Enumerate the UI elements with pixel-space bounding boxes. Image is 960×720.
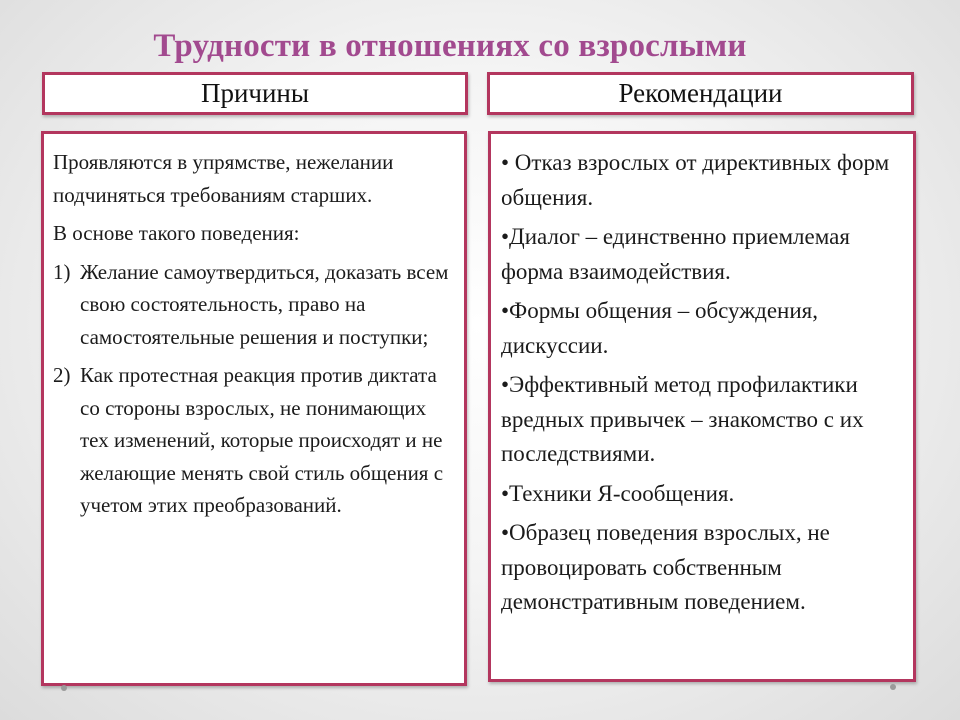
recommendations-box	[488, 131, 916, 682]
cause-item-number: 1)	[53, 259, 71, 284]
decorative-dot-icon	[890, 684, 896, 690]
causes-header	[42, 72, 468, 115]
cause-item	[53, 256, 456, 354]
recommendation-item: •Техники Я-сообщения.	[501, 480, 735, 506]
cause-item-text: Желание самоутвердиться, доказать всем свою состоятельность, право на самостоятельные решения и поступки;	[80, 259, 449, 349]
causes-basis: В основе такого поведения:	[53, 221, 300, 245]
causes-intro: Проявляются в упрямстве, нежелании подчиняться требованиям старших.	[53, 150, 394, 207]
recommendation-item: •Образец поведения взрослых, не провоцировать собственным демонстративным поведением.	[501, 520, 830, 614]
recommendations-header	[487, 72, 914, 115]
recommendation-item: •Формы общения – обсуждения, дискуссии.	[501, 298, 819, 358]
cause-item-number: 2)	[53, 363, 71, 387]
cause-item	[53, 359, 456, 522]
recommendation-item: •Эффективный метод профилактики вредных привычек – знакомство с их последствиями.	[501, 372, 864, 466]
causes-box	[41, 131, 467, 686]
recommendations-header-label: Рекомендации	[618, 78, 783, 108]
decorative-dot-icon	[61, 685, 67, 691]
slide-title: Трудности в отношениях со взрослыми	[153, 28, 747, 64]
cause-item-text: Как протестная реакция против диктата со стороны взрослых, не понимающих тех изменений, которые происходят и не желающие менять свой стиль общения с учетом этих преобразований.	[80, 363, 444, 517]
causes-header-label: Причины	[200, 78, 310, 108]
recommendation-item: •Диалог – единственно приемлемая форма взаимодействия.	[501, 224, 850, 284]
recommendation-item: • Отказ взрослых от директивных форм общения.	[501, 150, 890, 210]
